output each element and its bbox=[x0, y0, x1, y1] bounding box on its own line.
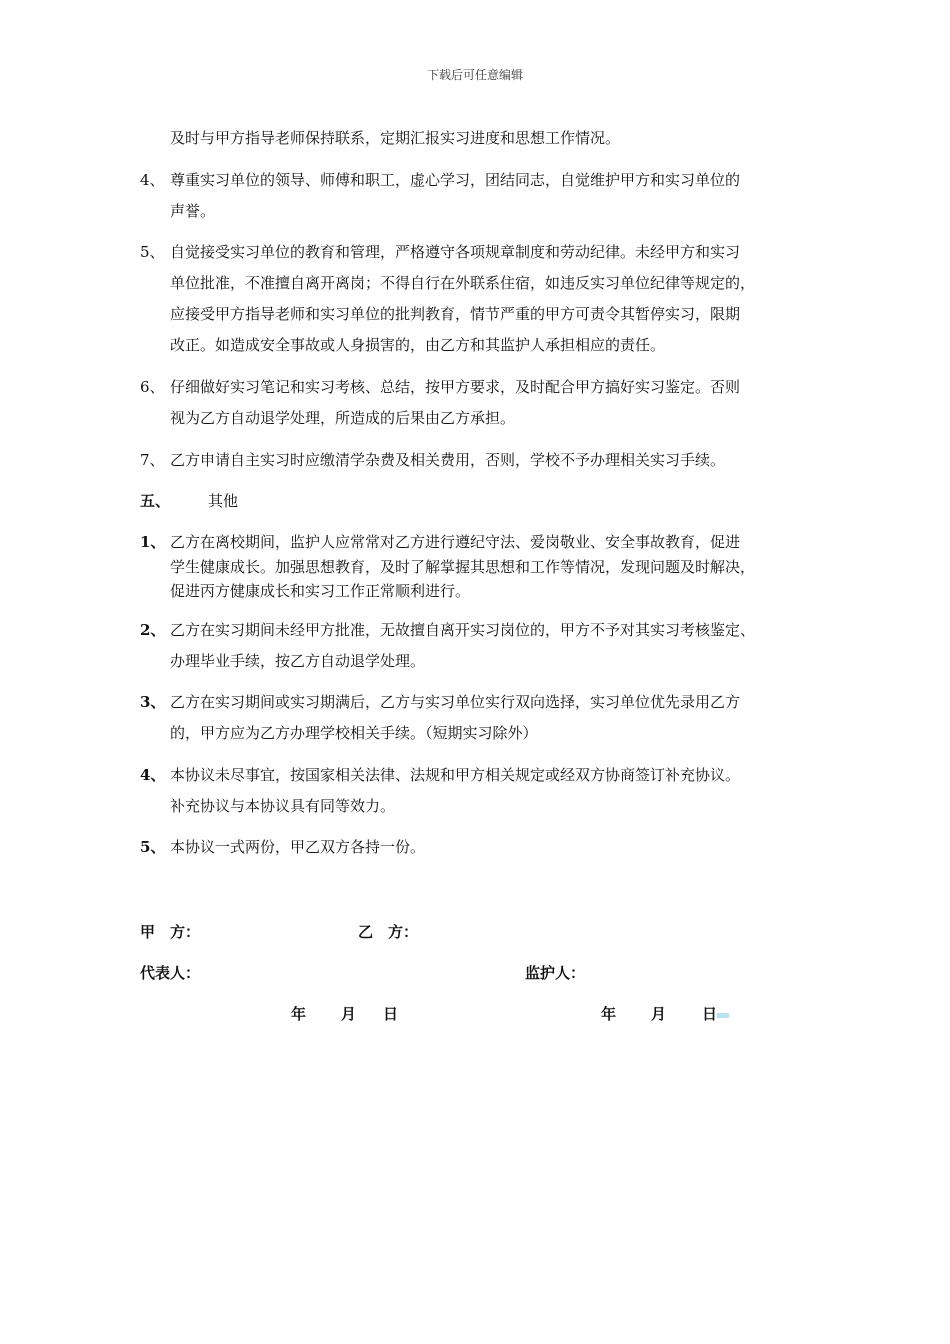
sub-item-5-line-1: 本协议一式两份，甲乙双方各持一份。 bbox=[170, 838, 426, 856]
item-6-line-2: 视为乙方自动退学处理，所造成的后果由乙方承担。 bbox=[170, 409, 516, 427]
sub-item-5-number: 5、 bbox=[140, 838, 166, 856]
item-4-line-2: 声誉。 bbox=[170, 202, 216, 220]
item-7-number: 7、 bbox=[140, 451, 165, 469]
sub-item-4-number: 4、 bbox=[140, 766, 166, 784]
item-5-line-4: 改正。如造成安全事故或人身损害的，由乙方和其监护人承担相应的责任。 bbox=[170, 336, 666, 354]
party-b-label: 乙 方： bbox=[358, 923, 419, 941]
date-a-day: 日 bbox=[383, 1005, 399, 1023]
representative-label: 代表人： bbox=[140, 964, 201, 982]
item-5-line-3: 应接受甲方指导老师和实习单位的批判教育，情节严重的甲方可责令其暂停实习，限期 bbox=[170, 305, 741, 323]
sub-item-3-line-1: 乙方在实习期间或实习期满后，乙方与实习单位实行双向选择，实习单位优先录用乙方 bbox=[170, 693, 741, 711]
page-header: 下载后可任意编辑 bbox=[426, 68, 523, 82]
item-5-line-1: 自觉接受实习单位的教育和管理，严格遵守各项规章制度和劳动纪律。未经甲方和实习 bbox=[170, 243, 741, 261]
date-b-day: 日 bbox=[702, 1005, 718, 1023]
sub-item-2-line-1: 乙方在实习期间未经甲方批准，无故擅自离开实习岗位的，甲方不予对其实习考核鉴定、 bbox=[170, 621, 756, 639]
sub-item-4-line-1: 本协议未尽事宜，按国家相关法律、法规和甲方相关规定或经双方协商签订补充协议。 bbox=[170, 766, 741, 784]
item-5-line-2: 单位批准，不准擅自离开离岗；不得自行在外联系住宿，如违反实习单位纪律等规定的， bbox=[170, 274, 756, 292]
item-6-number: 6、 bbox=[140, 378, 165, 396]
party-a-label: 甲 方： bbox=[140, 923, 201, 941]
date-a-year: 年 bbox=[291, 1005, 307, 1023]
sub-item-1-line-2: 学生健康成长。加强思想教育，及时了解掌握其思想和工作等情况，发现问题及时解决， bbox=[170, 558, 756, 576]
section-5-number: 五、 bbox=[140, 492, 171, 510]
sub-item-3-number: 3、 bbox=[140, 693, 166, 711]
guardian-label: 监护人： bbox=[525, 964, 586, 982]
sub-item-4-line-2: 补充协议与本协议具有同等效力。 bbox=[170, 797, 396, 815]
section-5-title: 其他 bbox=[208, 492, 239, 510]
item-4-number: 4、 bbox=[140, 171, 165, 189]
item-6-line-1: 仔细做好实习笔记和实习考核、总结，按甲方要求，及时配合甲方搞好实习鉴定。否则 bbox=[170, 378, 741, 396]
date-a-month: 月 bbox=[341, 1005, 357, 1023]
sub-item-3-line-2: 的，甲方应为乙方办理学校相关手续。（短期实习除外） bbox=[170, 724, 538, 742]
item-4-line-1: 尊重实习单位的领导、师傅和职工，虚心学习，团结同志，自觉维护甲方和实习单位的 bbox=[170, 171, 741, 189]
item-5-number: 5、 bbox=[140, 243, 165, 261]
date-b-year: 年 bbox=[601, 1005, 617, 1023]
sub-item-1-line-3: 促进丙方健康成长和实习工作正常顺利进行。 bbox=[170, 582, 471, 600]
text-cursor-highlight bbox=[717, 1013, 729, 1018]
sub-item-2-number: 2、 bbox=[140, 621, 166, 639]
sub-item-1-number: 1、 bbox=[140, 533, 166, 551]
item-continuation: 及时与甲方指导老师保持联系，定期汇报实习进度和思想工作情况。 bbox=[170, 129, 621, 147]
date-b-month: 月 bbox=[651, 1005, 667, 1023]
item-7-line-1: 乙方申请自主实习时应缴清学杂费及相关费用，否则，学校不予办理相关实习手续。 bbox=[170, 451, 726, 469]
sub-item-1-line-1: 乙方在离校期间，监护人应常常对乙方进行遵纪守法、爱岗敬业、安全事故教育，促进 bbox=[170, 533, 741, 551]
sub-item-2-line-2: 办理毕业手续，按乙方自动退学处理。 bbox=[170, 652, 426, 670]
